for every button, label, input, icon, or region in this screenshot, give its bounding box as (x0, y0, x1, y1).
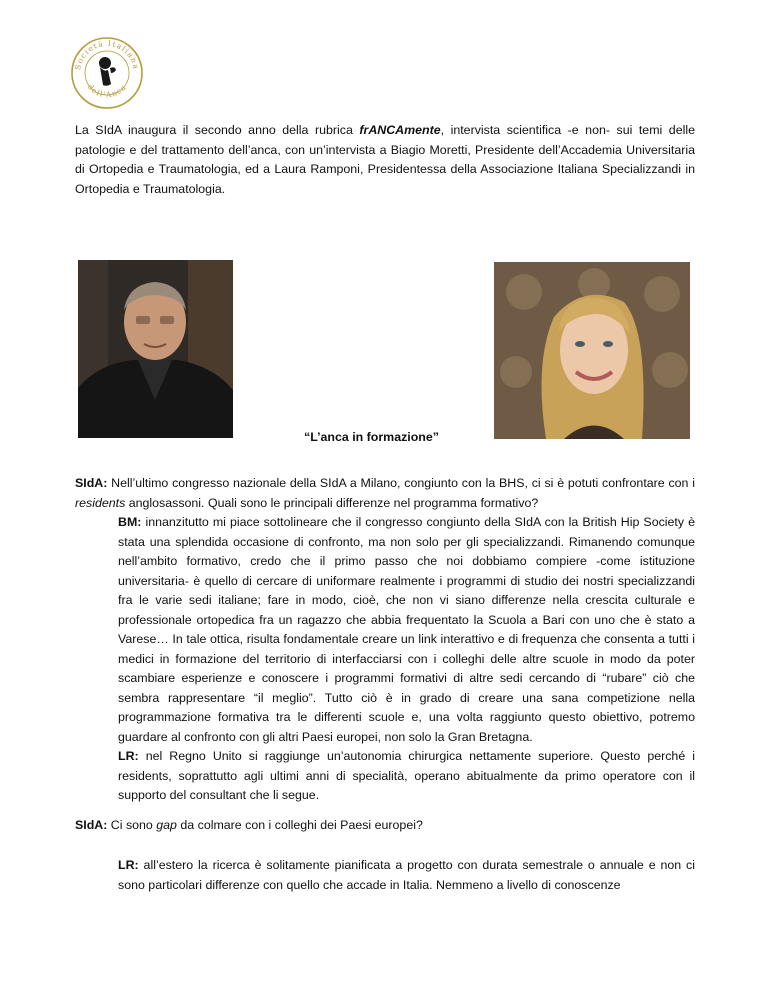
answer-lr (118, 856, 695, 895)
question-2 (75, 816, 695, 836)
answer-lr (118, 747, 695, 806)
answer-text: nel Regno Unito si raggiunge un’autonomia chirurgica nettamente superiore. Questo perché i residents, soprattutto agli ultimi anni di specialità, operano abitualmente da primo operatore con il supporto del consultant che li segue. (118, 749, 695, 802)
man-portrait-icon (78, 260, 233, 438)
answer-text: innanzitutto mi piace sottolineare che il congresso congiunto della SIdA con la British Hip Society è stata una splendida occasione di confronto, ma non solo per gli specializzandi. Rimanendo comunque nell’ambito formativo, credo che il primo passo che noi dobbiamo compiere -come istituzione universitaria- è quello di cercare di uniformare realmente i programmi di studio dei nostri specializzandi fra le varie sedi italiane; fare in modo, cioè, che non vi siano differenze nella crescita culturale e professionale ortopedica fra un ragazzo che abbia frequentato la Scuola a Bari con uno che è stato a Varese… In tale ottica, risulta fondamentale creare un link interattivo e di frequenza che consenta a tutti i medici in formazione del territorio di interfacciarsi con i colleghi delle altre scuole in modo da poter scambiare esperienze e conoscere i programmi formativi di altre sedi cercando di “rubare” ciò che sembra rappresentare “il meglio”. Tutto ciò è in grado di creare una sana competizione nella programmazione formativa tra le differenti scuole e, una volta raggiunto questo obiettivo, potremo guardare al confronto con gli altri Paesi europei, non solo la Gran Bretagna. (118, 515, 695, 744)
section-caption: “L’anca in formazione” (304, 430, 439, 444)
answers-2 (118, 856, 695, 895)
speaker-label: LR: (118, 858, 139, 872)
question-1 (75, 474, 695, 513)
speaker-label: BM: (118, 515, 142, 529)
answer-text: all’estero la ricerca è solitamente pianificata a progetto con durata semestrale o annuale e non ci sono particolari differenze con quello che accade in Italia. Nemmeno a livello di conoscenze (118, 858, 695, 892)
hip-logo-icon (70, 36, 144, 110)
speaker-label: SIdA: (75, 476, 108, 490)
society-logo (70, 36, 144, 110)
woman-portrait-icon (494, 262, 690, 439)
question-text-2: anglosassoni. Quali sono le principali differenze nel programma formativo? (125, 495, 539, 510)
question-text: Ci sono (107, 818, 157, 832)
question-italic: residents (75, 495, 126, 510)
speaker-label: SIdA: (75, 818, 108, 832)
question-text-2: da colmare con i colleghi dei Paesi europei? (176, 818, 423, 832)
logo-bottom-text: dell'Anca (85, 82, 129, 100)
intro-paragraph (75, 121, 695, 199)
photo-laura-ramponi (494, 262, 690, 439)
intro-text-2: , intervista scientifica -e non- sui temi delle patologie e del trattamento dell’anca, con un’intervista a Biagio Moretti, Presidente dell’Accademia Universitaria di Ortopedia e Traumatologia, ed a Laura Ramponi, Presidentessa della Associazione Italiana Specializzandi in Ortopedia e Traumatologia. (75, 123, 695, 196)
question-text: Nell’ultimo congresso nazionale della SIdA a Milano, congiunto con la BHS, ci si è potuti confrontare con i (107, 476, 695, 490)
photo-biagio-moretti (78, 260, 233, 438)
speaker-label: LR: (118, 749, 139, 763)
question-italic: gap (156, 818, 177, 832)
answers-1 (118, 513, 695, 806)
logo-top-text: Società Italiana (73, 38, 141, 71)
rubric-name: frANCAmente (359, 123, 441, 137)
intro-text-1: La SIdA inaugura il secondo anno della rubrica (75, 123, 360, 137)
answer-bm (118, 513, 695, 747)
